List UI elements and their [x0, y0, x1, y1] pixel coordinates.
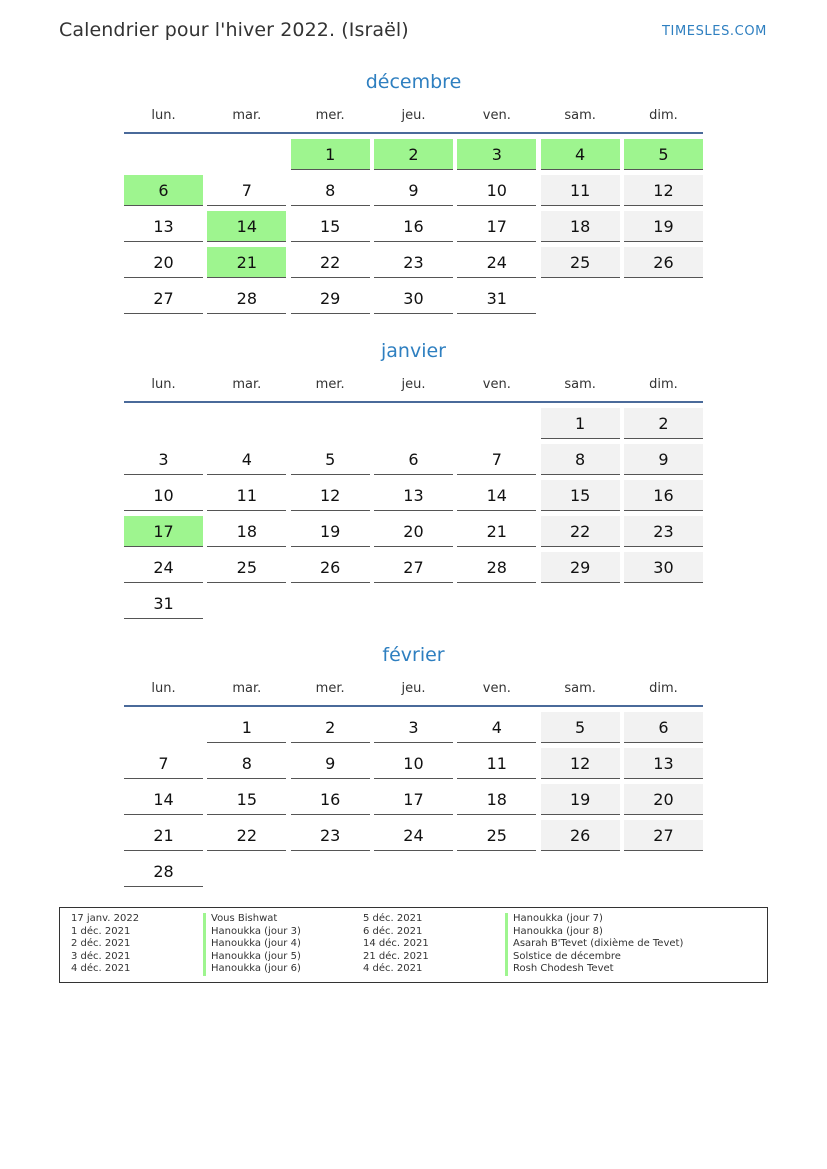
day-cell[interactable]: 4 [207, 444, 286, 475]
legend-names-col-2 [505, 913, 683, 976]
weekday-label: lun. [151, 680, 176, 696]
weekday-label: jeu. [401, 680, 426, 696]
day-cell[interactable]: 24 [374, 820, 453, 851]
day-cell[interactable]: 22 [541, 516, 620, 547]
day-cell[interactable]: 14 [457, 480, 536, 511]
week-row [124, 408, 703, 440]
day-cell[interactable]: 23 [374, 247, 453, 278]
day-cell[interactable]: 18 [457, 784, 536, 815]
day-cell[interactable]: 13 [374, 480, 453, 511]
day-cell[interactable]: 7 [124, 748, 203, 779]
legend-holiday-name: Rosh Chodesh Tevet [505, 963, 683, 976]
day-cell[interactable]: 22 [207, 820, 286, 851]
week-row [124, 784, 703, 816]
empty-day-cell [207, 408, 286, 439]
day-cell[interactable]: 17 [374, 784, 453, 815]
legend-holiday-name: Hanoukka (jour 4) [203, 938, 301, 951]
day-cell[interactable]: 6 [624, 712, 703, 743]
day-cell[interactable]: 1 [291, 139, 370, 170]
day-cell[interactable]: 3 [457, 139, 536, 170]
empty-day-cell [291, 408, 370, 439]
weekday-label: sam. [564, 107, 596, 123]
day-cell[interactable]: 23 [624, 516, 703, 547]
day-cell[interactable]: 21 [124, 820, 203, 851]
day-cell[interactable]: 21 [207, 247, 286, 278]
day-cell[interactable]: 10 [124, 480, 203, 511]
empty-day-cell [624, 588, 703, 619]
day-cell[interactable]: 5 [541, 712, 620, 743]
day-cell[interactable]: 24 [124, 552, 203, 583]
day-cell[interactable]: 30 [374, 283, 453, 314]
weekday-label: mar. [232, 107, 262, 123]
empty-day-cell [624, 856, 703, 887]
day-cell[interactable]: 29 [291, 283, 370, 314]
day-cell[interactable]: 15 [207, 784, 286, 815]
empty-day-cell [374, 408, 453, 439]
weekday-label: dim. [649, 376, 678, 392]
day-cell[interactable]: 8 [541, 444, 620, 475]
day-cell[interactable]: 25 [457, 820, 536, 851]
day-cell[interactable]: 12 [624, 175, 703, 206]
day-cell[interactable]: 31 [124, 588, 203, 619]
day-cell[interactable]: 16 [374, 211, 453, 242]
weekday-label: mer. [315, 376, 345, 392]
day-cell[interactable]: 18 [207, 516, 286, 547]
weekday-label: mer. [315, 107, 345, 123]
month-name: février [382, 644, 445, 666]
weekday-label: mar. [232, 680, 262, 696]
week-row [124, 480, 703, 512]
legend-holiday-name: Hanoukka (jour 3) [203, 926, 301, 939]
weekday-label: jeu. [401, 107, 426, 123]
day-cell[interactable]: 5 [291, 444, 370, 475]
weekday-label: dim. [649, 680, 678, 696]
header-divider [124, 705, 703, 707]
weekday-header [124, 677, 703, 699]
day-cell[interactable]: 26 [624, 247, 703, 278]
day-cell[interactable]: 25 [207, 552, 286, 583]
legend-date: 5 déc. 2021 [363, 913, 423, 924]
day-cell[interactable]: 28 [207, 283, 286, 314]
day-cell[interactable]: 27 [624, 820, 703, 851]
week-row [124, 820, 703, 852]
empty-day-cell [207, 139, 286, 170]
empty-day-cell [541, 856, 620, 887]
day-cell[interactable]: 6 [124, 175, 203, 206]
week-row [124, 588, 703, 620]
page-title: Calendrier pour l'hiver 2022. (Israël) [59, 19, 409, 41]
day-cell[interactable]: 13 [124, 211, 203, 242]
empty-day-cell [124, 408, 203, 439]
month-1 [124, 337, 703, 624]
weekday-label: ven. [482, 376, 511, 392]
month-2 [124, 641, 703, 892]
day-cell[interactable]: 17 [457, 211, 536, 242]
legend-date: 4 déc. 2021 [363, 963, 423, 974]
legend-names-col-1 [203, 913, 301, 976]
day-cell[interactable]: 15 [541, 480, 620, 511]
day-cell[interactable]: 29 [541, 552, 620, 583]
week-row [124, 516, 703, 548]
day-cell[interactable]: 28 [457, 552, 536, 583]
legend-holiday-name: Hanoukka (jour 6) [203, 963, 301, 976]
day-cell[interactable]: 20 [374, 516, 453, 547]
weekday-label: ven. [482, 680, 511, 696]
empty-day-cell [374, 856, 453, 887]
day-cell[interactable]: 19 [541, 784, 620, 815]
weekday-label: jeu. [401, 376, 426, 392]
weekday-label: sam. [564, 680, 596, 696]
day-cell[interactable]: 11 [541, 175, 620, 206]
holiday-legend [59, 907, 768, 983]
day-cell[interactable]: 11 [457, 748, 536, 779]
day-cell[interactable]: 3 [374, 712, 453, 743]
empty-day-cell [457, 856, 536, 887]
weekday-label: sam. [564, 376, 596, 392]
weekday-header [124, 104, 703, 126]
day-cell[interactable]: 25 [541, 247, 620, 278]
empty-day-cell [541, 588, 620, 619]
day-cell[interactable]: 20 [124, 247, 203, 278]
day-cell[interactable]: 9 [374, 175, 453, 206]
empty-day-cell [457, 588, 536, 619]
day-cell[interactable]: 27 [374, 552, 453, 583]
weekday-label: dim. [649, 107, 678, 123]
month-name: décembre [365, 71, 462, 93]
day-cell[interactable]: 1 [207, 712, 286, 743]
day-cell[interactable]: 21 [457, 516, 536, 547]
day-cell[interactable]: 31 [457, 283, 536, 314]
day-cell[interactable]: 13 [624, 748, 703, 779]
month-name: janvier [381, 340, 446, 362]
day-cell[interactable]: 30 [624, 552, 703, 583]
legend-date: 4 déc. 2021 [71, 963, 131, 974]
legend-date: 21 déc. 2021 [363, 950, 429, 962]
day-cell[interactable]: 3 [124, 444, 203, 475]
day-cell[interactable]: 2 [291, 712, 370, 743]
day-cell[interactable]: 20 [624, 784, 703, 815]
day-cell[interactable]: 6 [374, 444, 453, 475]
day-cell[interactable]: 9 [291, 748, 370, 779]
day-cell[interactable]: 22 [291, 247, 370, 278]
weekday-label: lun. [151, 107, 176, 123]
week-row [124, 748, 703, 780]
day-cell[interactable]: 15 [291, 211, 370, 242]
day-cell[interactable]: 14 [207, 211, 286, 242]
week-row [124, 283, 703, 315]
day-cell[interactable]: 2 [374, 139, 453, 170]
legend-holiday-name: Solstice de décembre [505, 951, 683, 964]
empty-day-cell [374, 588, 453, 619]
header-divider [124, 132, 703, 134]
day-cell[interactable]: 4 [457, 712, 536, 743]
legend-dates-col-2 [363, 913, 429, 976]
week-row [124, 211, 703, 243]
legend-date: 17 janv. 2022 [71, 913, 140, 924]
day-cell[interactable]: 2 [624, 408, 703, 439]
day-cell[interactable]: 26 [291, 552, 370, 583]
day-cell[interactable]: 23 [291, 820, 370, 851]
week-row [124, 175, 703, 207]
day-cell[interactable]: 28 [124, 856, 203, 887]
day-cell[interactable]: 10 [457, 175, 536, 206]
header-divider [124, 401, 703, 403]
empty-day-cell [457, 408, 536, 439]
legend-date: 14 déc. 2021 [363, 938, 429, 949]
empty-day-cell [541, 283, 620, 314]
weekday-label: mar. [232, 376, 262, 392]
empty-day-cell [291, 588, 370, 619]
day-cell[interactable]: 16 [624, 480, 703, 511]
day-cell[interactable]: 17 [124, 516, 203, 547]
week-row [124, 247, 703, 279]
weekday-header [124, 373, 703, 395]
day-cell[interactable]: 18 [541, 211, 620, 242]
legend-date: 3 déc. 2021 [71, 950, 131, 962]
empty-day-cell [124, 712, 203, 743]
day-cell[interactable]: 11 [207, 480, 286, 511]
day-cell[interactable]: 4 [541, 139, 620, 170]
week-row [124, 444, 703, 476]
brand-logo[interactable]: TIMESLES.COM [661, 24, 767, 39]
legend-date: 6 déc. 2021 [363, 925, 423, 937]
day-cell[interactable]: 16 [291, 784, 370, 815]
empty-day-cell [124, 139, 203, 170]
day-cell[interactable]: 8 [291, 175, 370, 206]
day-cell[interactable]: 1 [541, 408, 620, 439]
legend-holiday-name: Vous Bishwat [203, 913, 301, 926]
weekday-label: lun. [151, 376, 176, 392]
week-row [124, 552, 703, 584]
legend-holiday-name: Hanoukka (jour 8) [505, 926, 683, 939]
day-cell[interactable]: 12 [291, 480, 370, 511]
day-cell[interactable]: 12 [541, 748, 620, 779]
weekday-label: ven. [482, 107, 511, 123]
empty-day-cell [207, 856, 286, 887]
week-row [124, 712, 703, 744]
empty-day-cell [291, 856, 370, 887]
day-cell[interactable]: 26 [541, 820, 620, 851]
day-cell[interactable]: 19 [624, 211, 703, 242]
day-cell[interactable]: 8 [207, 748, 286, 779]
weekday-label: mer. [315, 680, 345, 696]
week-row [124, 139, 703, 171]
legend-holiday-name: Hanoukka (jour 5) [203, 951, 301, 964]
day-cell[interactable]: 27 [124, 283, 203, 314]
legend-date: 1 déc. 2021 [71, 925, 131, 937]
day-cell[interactable]: 24 [457, 247, 536, 278]
day-cell[interactable]: 10 [374, 748, 453, 779]
day-cell[interactable]: 19 [291, 516, 370, 547]
legend-date: 2 déc. 2021 [71, 938, 131, 949]
day-cell[interactable]: 9 [624, 444, 703, 475]
empty-day-cell [207, 588, 286, 619]
legend-holiday-name: Asarah B'Tevet (dixième de Tevet) [505, 938, 683, 951]
week-row [124, 856, 703, 888]
month-0 [124, 68, 703, 319]
empty-day-cell [624, 283, 703, 314]
day-cell[interactable]: 14 [124, 784, 203, 815]
legend-dates-col-1 [71, 913, 139, 976]
day-cell[interactable]: 7 [207, 175, 286, 206]
day-cell[interactable]: 5 [624, 139, 703, 170]
legend-holiday-name: Hanoukka (jour 7) [505, 913, 683, 926]
day-cell[interactable]: 7 [457, 444, 536, 475]
